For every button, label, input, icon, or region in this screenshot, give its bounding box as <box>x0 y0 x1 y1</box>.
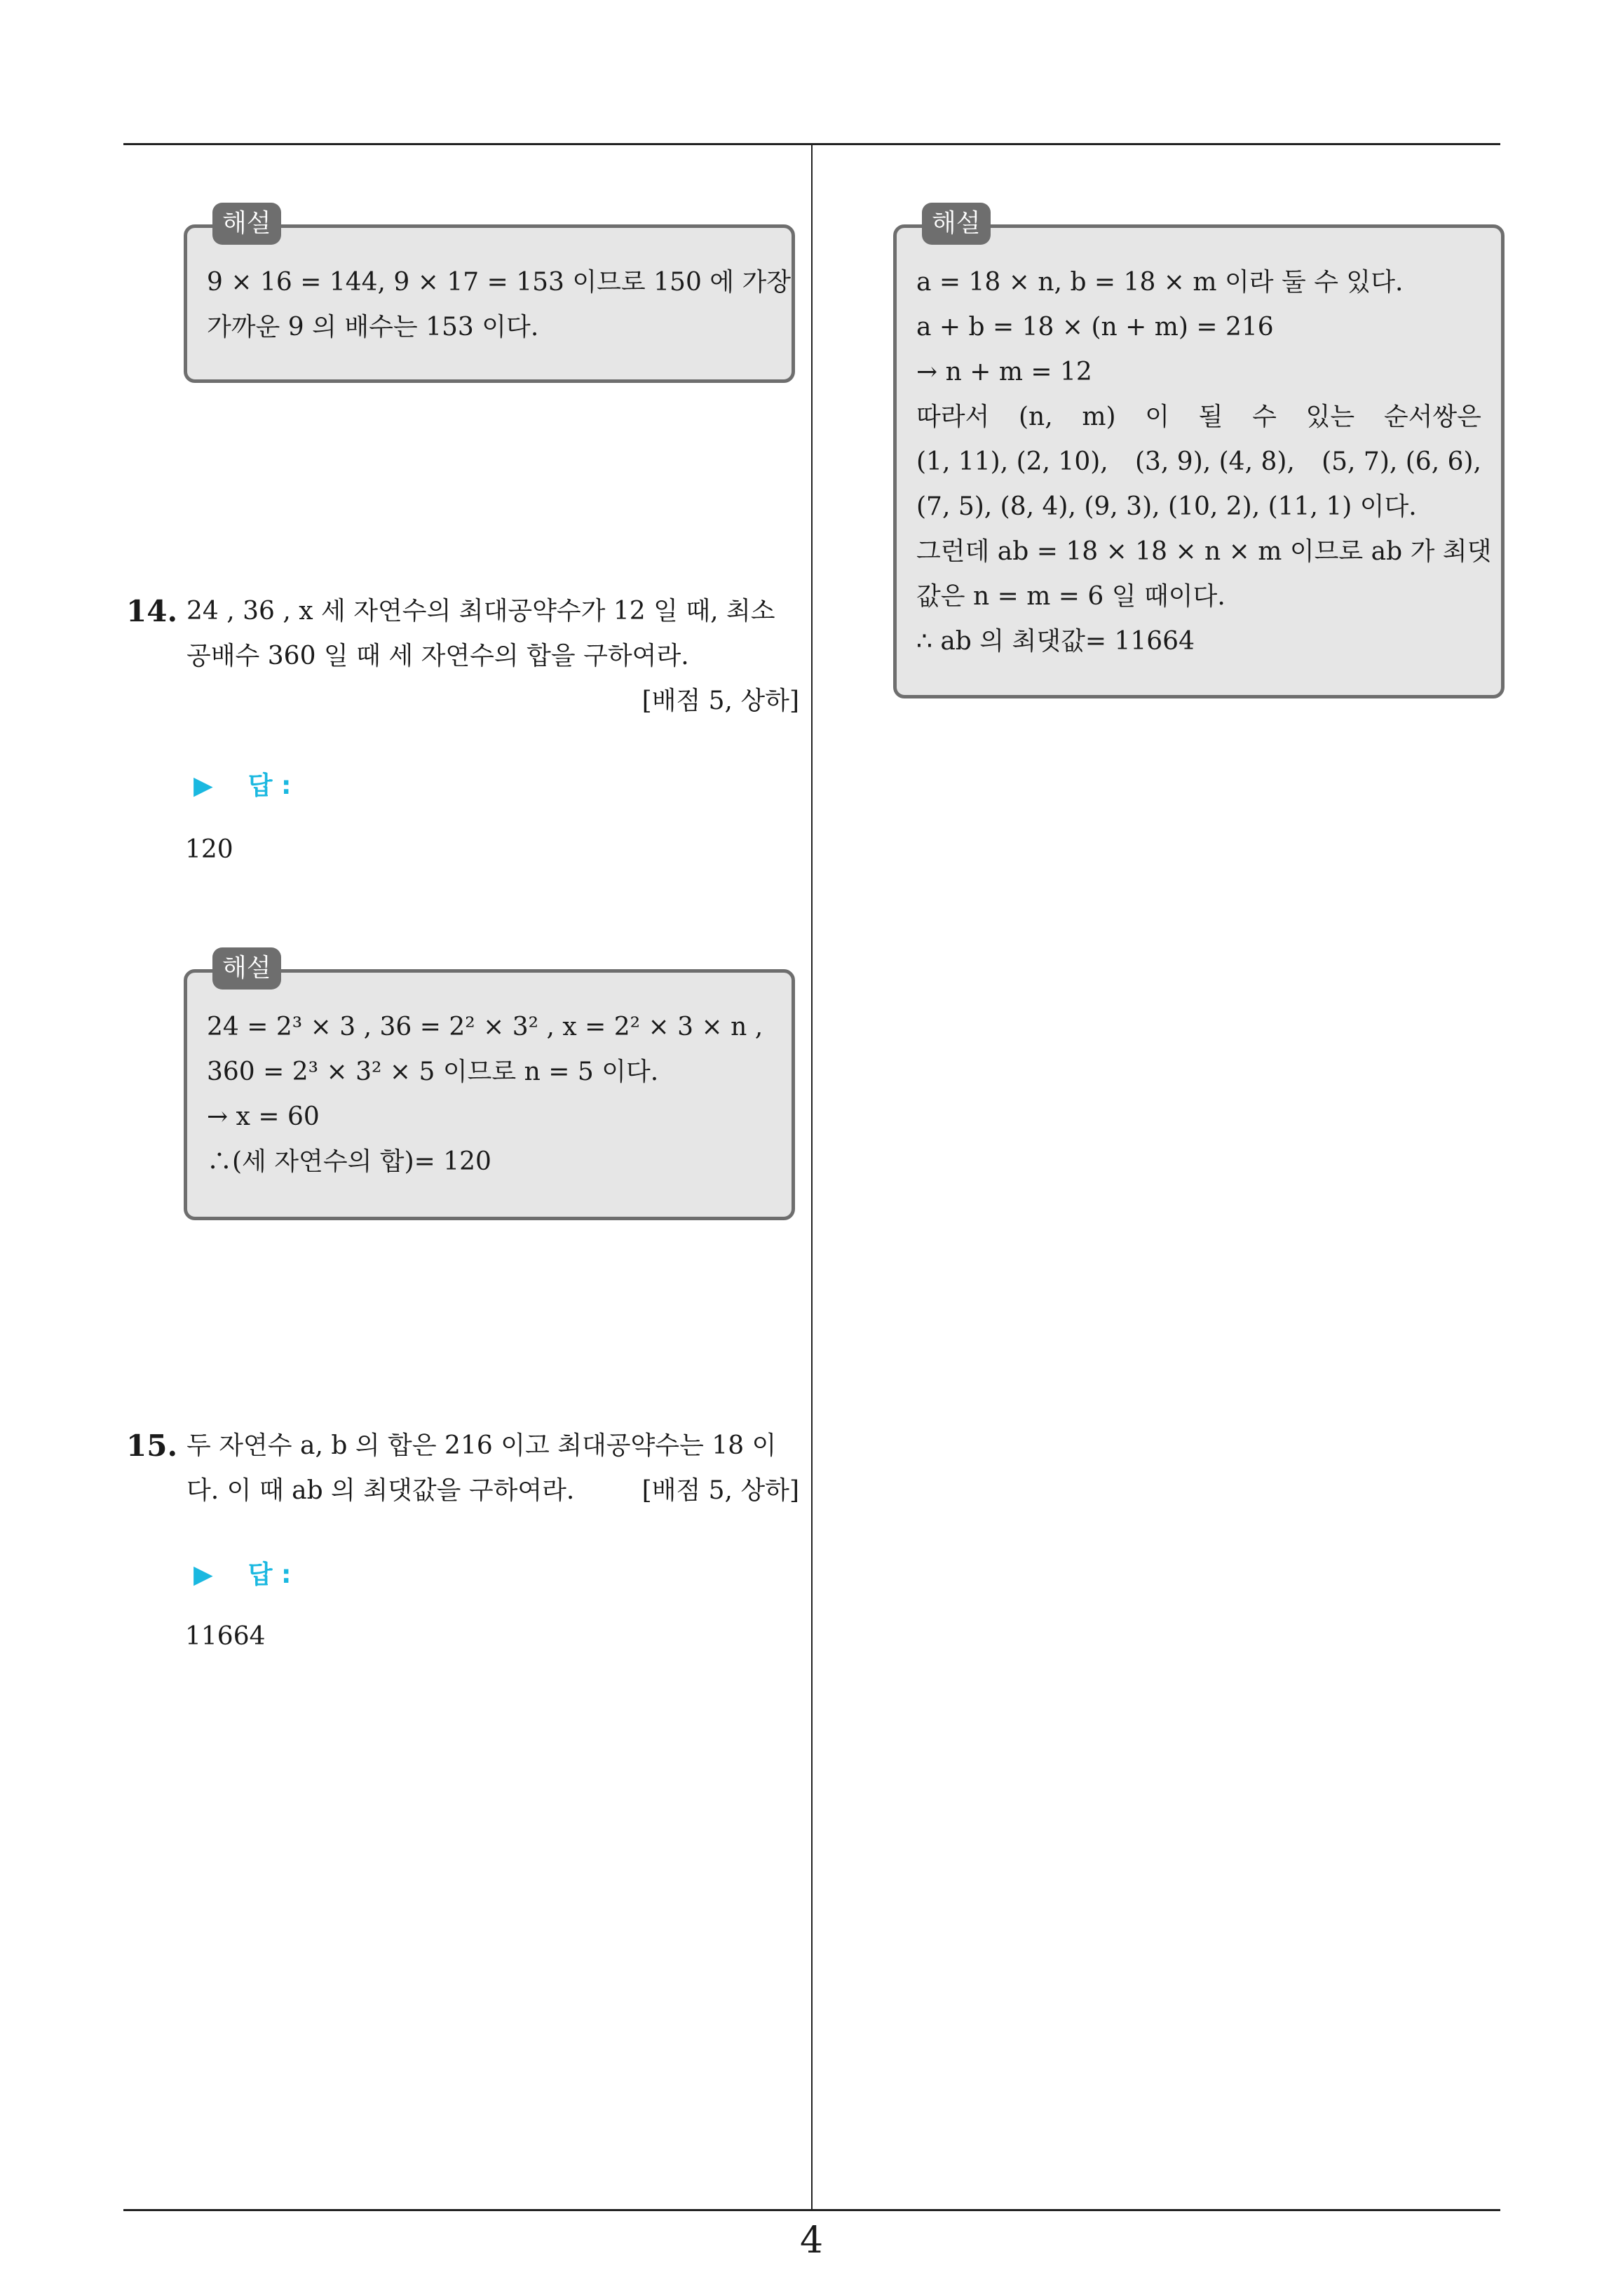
question-text-row <box>186 1468 799 1513</box>
explanation-justified-line <box>916 395 1481 440</box>
word: (n, <box>1019 403 1053 431</box>
ordered-pairs: (1, 11), (2, 10), <box>916 447 1108 476</box>
score-meta: [배점 5, 상하] <box>641 687 799 715</box>
question-number: 14. <box>126 594 178 628</box>
word: 될 <box>1198 403 1223 431</box>
play-icon: ▶ <box>193 771 213 800</box>
answer-label-text: 답 : <box>247 1560 292 1589</box>
word: 수 <box>1252 403 1277 431</box>
answer-label-q14 <box>193 769 291 803</box>
answer-value-q15: 11664 <box>185 1622 266 1651</box>
play-icon: ▶ <box>193 1560 213 1589</box>
question-text: 24 , 36 , x 세 자연수의 최대공약수가 12 일 때, 최소 <box>186 597 775 626</box>
explanation-justified-line <box>916 440 1481 485</box>
ordered-pairs: (5, 7), (6, 6), <box>1322 447 1481 476</box>
question-number: 15. <box>126 1429 178 1463</box>
question-text: 두 자연수 a, b 의 합은 216 이고 최대공약수는 18 이 <box>186 1431 777 1460</box>
explanation-tag: 해설 <box>212 947 281 990</box>
explanation-line: 값은 n = m = 6 일 때이다. <box>916 582 1225 611</box>
word: 있는 <box>1305 403 1355 431</box>
answer-label-q15 <box>193 1558 291 1592</box>
bottom-rule <box>123 2209 1500 2211</box>
explanation-line: → n + m = 12 <box>916 358 1092 386</box>
explanation-line: 360 = 2³ × 3² × 5 이므로 n = 5 이다. <box>207 1058 659 1086</box>
page-number: 4 <box>799 2220 824 2262</box>
explanation-line: a + b = 18 × (n + m) = 216 <box>916 313 1274 342</box>
ordered-pairs: (3, 9), (4, 8), <box>1134 447 1295 476</box>
explanation-line: 가까운 9 의 배수는 153 이다. <box>207 313 539 342</box>
question-text: 공배수 360 일 때 세 자연수의 합을 구하여라. <box>186 642 689 670</box>
score-meta: [배점 5, 상하] <box>641 1476 799 1505</box>
question-14 <box>126 589 799 724</box>
explanation-line: ∴ ab 의 최댓값= 11664 <box>916 627 1195 656</box>
word: 이 <box>1145 403 1169 431</box>
explanation-line: ∴(세 자연수의 합)= 120 <box>207 1147 491 1176</box>
word: 따라서 <box>916 403 990 431</box>
question-15 <box>126 1424 799 1513</box>
explanation-line: 그런데 ab = 18 × 18 × n × m 이므로 ab 가 최댓 <box>916 537 1492 566</box>
column-divider <box>811 143 813 2209</box>
word: m) <box>1082 403 1116 431</box>
explanation-line: → x = 60 <box>207 1102 320 1131</box>
explanation-line: 9 × 16 = 144, 9 × 17 = 153 이므로 150 에 가장 <box>207 268 792 297</box>
explanation-tag: 해설 <box>212 203 281 245</box>
explanation-line: 24 = 2³ × 3 , 36 = 2² × 3² , x = 2² × 3 × n , <box>207 1013 763 1041</box>
explanation-box-q15 <box>893 209 1505 698</box>
word: 순서쌍은 <box>1383 403 1481 431</box>
explanation-box-q13 <box>184 209 795 383</box>
explanation-tag: 해설 <box>922 203 991 245</box>
explanation-line: a = 18 × n, b = 18 × m 이라 둘 수 있다. <box>916 268 1404 297</box>
answer-label-text: 답 : <box>247 771 292 800</box>
answer-value-q14: 120 <box>185 835 233 864</box>
explanation-box-q14 <box>184 954 795 1220</box>
question-text: 다. 이 때 ab 의 최댓값을 구하여라. <box>186 1476 575 1505</box>
explanation-line: (7, 5), (8, 4), (9, 3), (10, 2), (11, 1) 이다. <box>916 492 1417 521</box>
